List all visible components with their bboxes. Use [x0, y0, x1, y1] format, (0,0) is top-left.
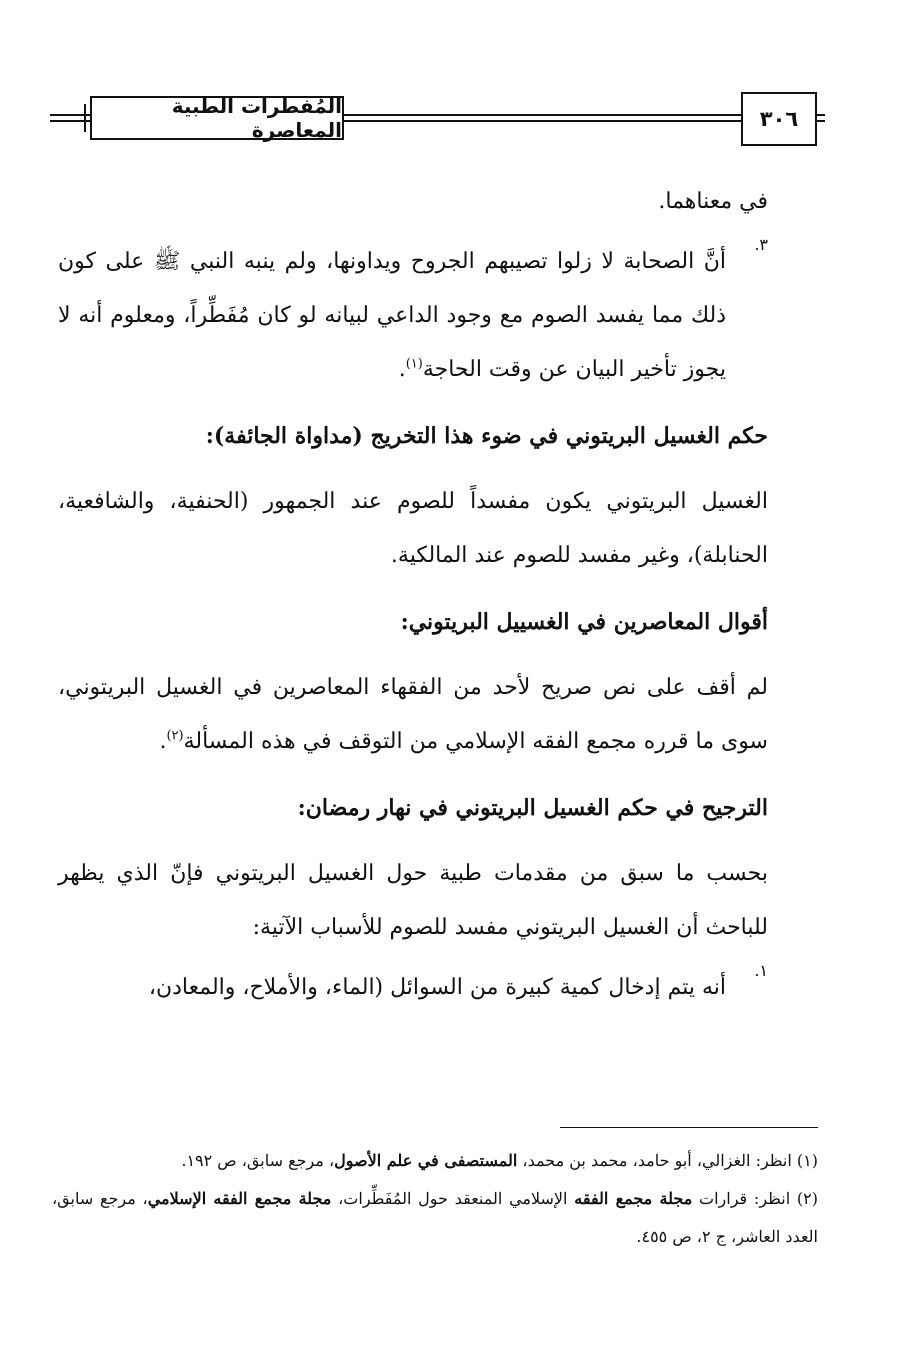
- section-heading: حكم الغسيل البريتوني في ضوء هذا التخريج (مداواة الجائفة):: [205, 423, 768, 449]
- section-heading: أقوال المعاصرين في الغسييل البريتوني:: [400, 609, 768, 635]
- continuation-line: في معناهما.: [658, 189, 768, 214]
- book-title: المستصفى في علم الأصول: [334, 1151, 518, 1170]
- paragraph-body: لم أقف على نص صريح لأحد من الفقهاء المعاصرين في الغسيل البريتوني، سوى ما قرره مجمع الفقه الإسلامي من التوقف في هذه المسألة: [58, 675, 768, 754]
- section-heading: الترجيح في حكم الغسيل البريتوني في نهار رمضان:: [297, 795, 768, 821]
- page-header: [50, 86, 825, 146]
- footnote-2: [52, 1180, 818, 1256]
- footnote-ref[interactable]: (١): [405, 356, 423, 372]
- paragraph: الغسيل البريتوني يكون مفسداً للصوم عند الجمهور (الحنفية، والشافعية، الحنابلة)، وغير مفسد للصوم عند المالكية.: [58, 489, 768, 568]
- footnote-1: [52, 1142, 818, 1180]
- list-text: أنه يتم إدخال كمية كبيرة من السوائل (الماء، والأملاح، والمعادن،: [148, 975, 726, 1000]
- paragraph: بحسب ما سبق من مقدمات طبية حول الغسيل البريتوني فإنّ الذي يظهر للباحث أن الغسيل البريتوني مفسد للصوم للأسباب الآتية:: [58, 861, 768, 940]
- list-item-1: [58, 961, 768, 1015]
- list-item-3: [58, 235, 768, 397]
- footnote-text: (٢) انظر: قرارات: [692, 1189, 819, 1208]
- list-text: [58, 235, 726, 397]
- footnotes: [52, 1142, 818, 1256]
- list-number: ١.: [754, 961, 768, 980]
- list-text-end: .: [398, 357, 406, 382]
- footnote-text: (١) انظر: الغزالي، أبو حامد، محمد بن محمد،: [517, 1151, 818, 1170]
- journal-title: مجلة مجمع الفقه: [574, 1189, 693, 1208]
- list-number: ٣.: [754, 235, 768, 254]
- footnote-ref[interactable]: (٢): [166, 728, 184, 744]
- footnote-text: ، مرجع سابق، ص ١٩٢.: [181, 1151, 335, 1170]
- journal-title: مجلة مجمع الفقه الإسلامي: [147, 1189, 332, 1208]
- running-title: المُفطرات الطبية المعاصرة: [90, 96, 344, 140]
- paragraph: [58, 661, 768, 769]
- list-text-body: أنَّ الصحابة لا زلوا تصيبهم الجروح ويداونها، ولم ينبه النبي ﷺ على كون ذلك مما يفسد الصوم مع وجود الداعي لبيانه لو كان مُفَطِّراً، ومعلوم أنه لا يجوز تأخير البيان عن وقت الحاجة: [58, 249, 726, 382]
- footnote-text: ، مرجع سابق، العدد العاشر، ج ٢، ص ٤٥٥.: [52, 1189, 818, 1246]
- footnote-separator: [560, 1127, 818, 1128]
- footnote-text: الإسلامي المنعقد حول المُفَطِّرات،: [331, 1189, 575, 1208]
- paragraph-end: .: [159, 729, 167, 754]
- page-number: ٣٠٦: [741, 92, 817, 146]
- main-text: [58, 175, 768, 1015]
